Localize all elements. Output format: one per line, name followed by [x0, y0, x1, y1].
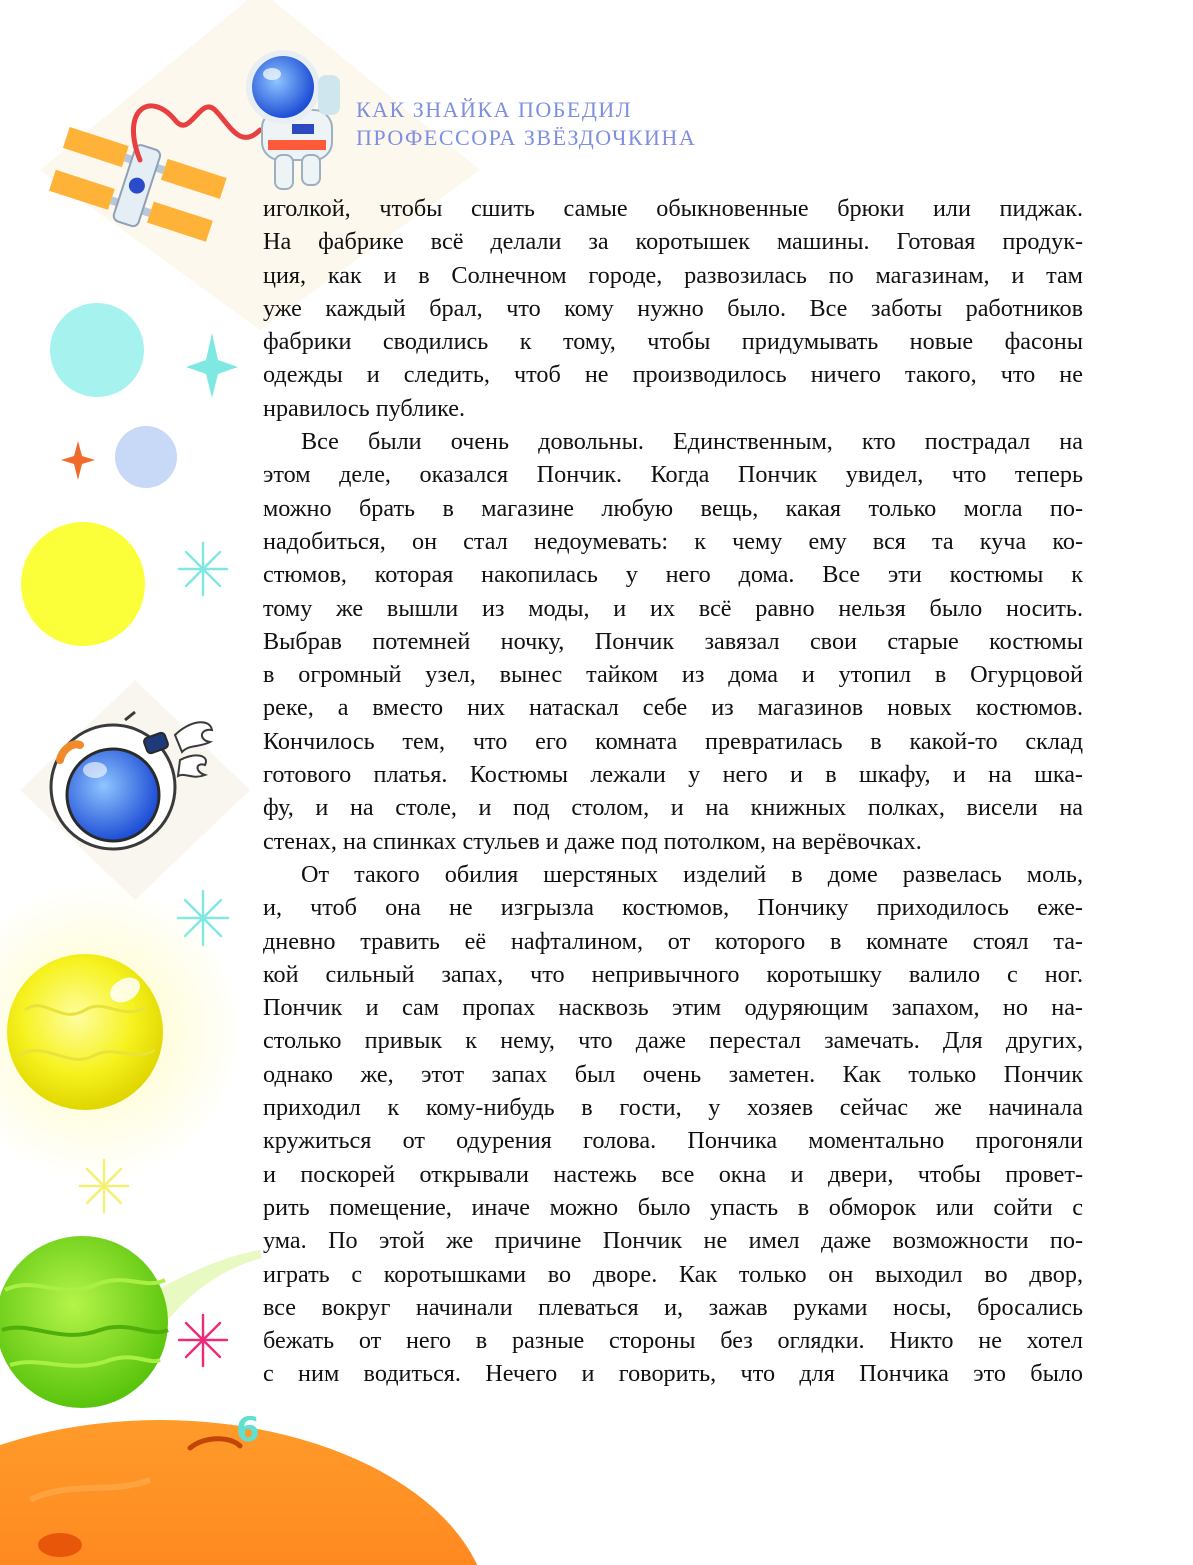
text-line: фу, и на столе, и под столом, и на книжных полках, висели на: [263, 794, 1083, 822]
text-line: ума. По этой же причине Пончик не имел даже возможности по-: [263, 1227, 1083, 1255]
text-line: стюмов, которая накопилась у него дома. Все эти костюмы к: [263, 561, 1083, 589]
text-line: готового платья. Костюмы лежали у него и в шкафу, и на шка-: [263, 761, 1083, 789]
text-line: все вокруг начинали плеваться и, зажав руками носы, бросались: [263, 1293, 1083, 1321]
text-line: Пончик и сам пропах насквозь этим одуряющим запахом, но на-: [263, 994, 1083, 1022]
planet-icon: [0, 1236, 168, 1408]
text-line: иголкой, чтобы сшить самые обыкновенные брюки или пиджак.: [263, 195, 1083, 222]
text-line: и, чтоб она не изгрызла костюмов, Пончику приходилось еже-: [263, 894, 1083, 922]
chapter-title-line-1: КАК ЗНАЙКА ПОБЕДИЛ: [356, 97, 633, 122]
paragraph: [263, 425, 1083, 858]
text-line: можно брать в магазине любую вещь, какая только могла по-: [263, 494, 1083, 522]
text-line: в огромный узел, вынес тайком из дома и утопил в Огурцовой: [263, 661, 1083, 689]
page-number: 6: [236, 1410, 260, 1450]
text-line: кружиться от одурения голова. Пончика моментально прогоняли: [263, 1127, 1083, 1155]
text-line: тому же вышли из моды, и их всё равно нельзя было носить.: [263, 594, 1083, 622]
text-line: и поскорей открывали настежь все окна и двери, чтобы провет-: [263, 1160, 1083, 1188]
chapter-title-line-2: ПРОФЕССОРА ЗВЁЗДОЧКИНА: [356, 125, 697, 150]
text-line: фабрики сводились к тому, чтобы придумывать новые фасоны: [263, 328, 1083, 356]
text-line: От такого обилия шерстяных изделий в доме развелась моль,: [301, 860, 1083, 888]
text-line: реке, а вместо них натаскал себе из магазинов новых костюмов.: [263, 694, 1083, 722]
text-line: этом деле, оказался Пончик. Когда Пончик увидел, что теперь: [263, 461, 1083, 489]
text-line: стенах, на спинках стульев и даже под потолком, на верёвочках.: [263, 827, 922, 855]
star-icon: [179, 543, 227, 595]
planet-icon: [7, 954, 163, 1110]
paragraph: [263, 192, 1083, 425]
text-line: кой сильный запах, что непривычного коротышку валило с ног.: [263, 960, 1083, 988]
text-line: нравилось публике.: [263, 394, 466, 422]
text-line: с ним водиться. Нечего и говорить, что для Пончика это было: [263, 1360, 1083, 1388]
text-line: бежать от него в разные стороны без оглядки. Никто не хотел: [263, 1327, 1083, 1355]
star-icon: [61, 441, 95, 480]
text-line: ция, как и в Солнечном городе, развозилась по магазинам, и там: [263, 261, 1083, 289]
text-line: однако же, этот запах был очень заметен. Как только Пончик: [263, 1060, 1083, 1088]
text-line: Кончилось тем, что его комната превратилась в какой-то склад: [263, 727, 1083, 755]
text-line: Все были очень довольны. Единственным, кто пострадал на: [301, 428, 1083, 456]
text-line: приходил к кому-нибудь в гости, у хозяев сейчас же начинала: [263, 1094, 1083, 1122]
star-icon: [186, 333, 238, 398]
body-text: [263, 192, 1083, 1391]
chapter-header: [356, 96, 696, 152]
text-line: рить помещение, иначе можно было упасть в обморок или сойти с: [263, 1193, 1083, 1221]
text-line: играть с коротышками во дворе. Как только он выходил во двор,: [263, 1260, 1083, 1288]
paragraph: [263, 858, 1083, 1391]
text-line: На фабрике всё делали за коротышек машины. Готовая продук-: [263, 228, 1083, 256]
text-line: надобиться, он стал недоумевать: к чему ему вся та куча ко-: [263, 527, 1083, 555]
text-line: Выбрав потемней ночку, Пончик завязал свои старые костюмы: [263, 627, 1083, 655]
star-icon: [179, 1315, 227, 1366]
text-line: одежды и следить, чтоб не производилось ничего такого, что не: [263, 361, 1083, 389]
text-line: уже каждый брал, что кому нужно было. Все заботы работников: [263, 294, 1083, 322]
text-line: столько привык к нему, что даже перестал замечать. Для других,: [263, 1027, 1083, 1055]
text-line: дневно травить её нафталином, от которого в комнате стоял та-: [263, 927, 1083, 955]
